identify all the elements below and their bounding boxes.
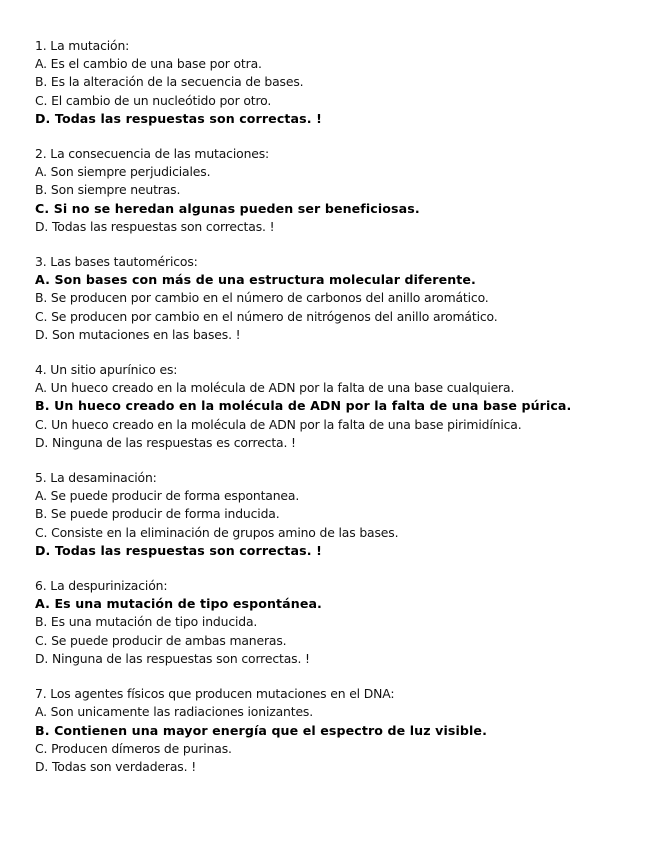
option-a: A. Un hueco creado en la molécula de ADN por la falta de una base cualquiera. — [35, 380, 515, 396]
question-2 — [35, 145, 645, 236]
question-5 — [35, 469, 645, 560]
option-a-correct: A. Es una mutación de tipo espontánea. — [35, 596, 322, 612]
question-1 — [35, 37, 645, 128]
option-a: A. Es el cambio de una base por otra. — [35, 56, 262, 72]
option-b: B. Son siempre neutras. — [35, 182, 181, 198]
question-7 — [35, 685, 645, 776]
option-d: D. Todas las respuestas son correctas. ! — [35, 218, 275, 234]
option-b: B. Es una mutación de tipo inducida. — [35, 614, 258, 630]
question-prompt: 1. La mutación: — [35, 38, 130, 53]
option-d: D. Todas son verdaderas. ! — [35, 758, 197, 774]
question-prompt: 4. Un sitio apurínico es: — [35, 362, 178, 378]
option-a: A. Son siempre perjudiciales. — [35, 164, 211, 180]
option-b-correct: B. Un hueco creado en la molécula de ADN por la falta de una base púrica. — [35, 398, 572, 414]
option-a: A. Son unicamente las radiaciones ionizantes. — [35, 704, 314, 720]
option-c: C. Un hueco creado en la molécula de ADN por la falta de una base pirimidínica. — [35, 416, 522, 432]
option-d-correct: D. Todas las respuestas son correctas. ! — [35, 542, 322, 558]
question-prompt: 3. Las bases tautoméricos: — [35, 254, 198, 270]
option-b: B. Se producen por cambio en el número de carbonos del anillo aromático. — [35, 290, 489, 306]
option-b: B. Es la alteración de la secuencia de bases. — [35, 74, 304, 90]
option-c: C. El cambio de un nucleótido por otro. — [35, 92, 272, 108]
option-c: C. Producen dímeros de purinas. — [35, 740, 232, 756]
option-b: B. Se puede producir de forma inducida. — [35, 506, 280, 522]
question-prompt: 6. La despurinización: — [35, 578, 168, 594]
option-d: D. Son mutaciones en las bases. ! — [35, 326, 241, 342]
question-4 — [35, 361, 645, 452]
option-c-correct: C. Si no se heredan algunas pueden ser beneficiosas. — [35, 200, 420, 216]
quiz-document — [35, 37, 645, 793]
question-prompt: 2. La consecuencia de las mutaciones: — [35, 146, 270, 162]
option-c: C. Se producen por cambio en el número de nitrógenos del anillo aromático. — [35, 308, 498, 324]
question-prompt: 7. Los agentes físicos que producen mutaciones en el DNA: — [35, 686, 395, 702]
question-6 — [35, 577, 645, 668]
question-prompt: 5. La desaminación: — [35, 470, 157, 486]
option-a-correct: A. Son bases con más de una estructura molecular diferente. — [35, 272, 476, 288]
option-b-correct: B. Contienen una mayor energía que el espectro de luz visible. — [35, 722, 487, 738]
question-3 — [35, 253, 645, 344]
option-d: D. Ninguna de las respuestas son correctas. ! — [35, 650, 310, 666]
option-d-correct: D. Todas las respuestas son correctas. ! — [35, 110, 322, 126]
option-d: D. Ninguna de las respuestas es correcta. ! — [35, 434, 296, 450]
option-a: A. Se puede producir de forma espontanea. — [35, 488, 300, 504]
option-c: C. Consiste en la eliminación de grupos amino de las bases. — [35, 524, 399, 540]
option-c: C. Se puede producir de ambas maneras. — [35, 632, 287, 648]
